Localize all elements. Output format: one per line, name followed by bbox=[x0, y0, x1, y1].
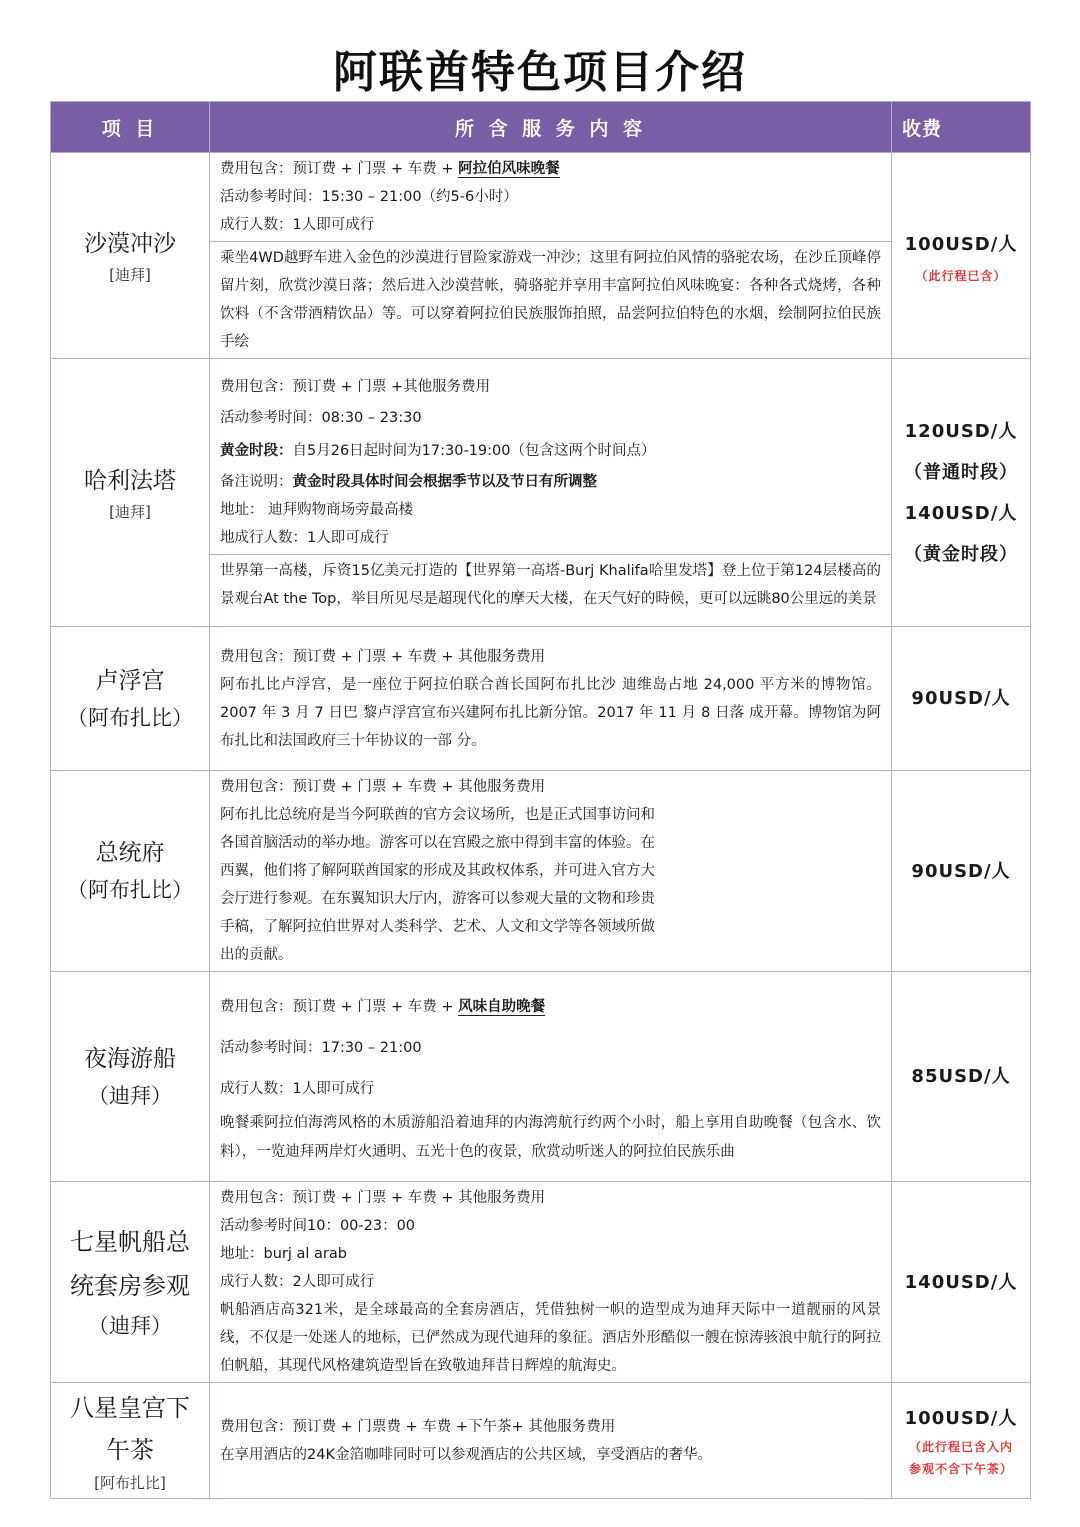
service-info bbox=[210, 985, 891, 1169]
price-period: （普通时段） bbox=[904, 461, 1018, 483]
desc-line: 各国首脑活动的举办地。游客可以在宫殿之旅中得到丰富的体验。在 bbox=[220, 835, 655, 851]
desc-line: 阿布扎比总统府是当今阿联酋的官方会议场所，也是正式国事访问和 bbox=[220, 807, 655, 823]
price-value: 100USD/人 bbox=[904, 1407, 1018, 1429]
price-value: 90USD/人 bbox=[911, 688, 1011, 709]
header-services: 所 含 服 务 内 容 bbox=[210, 102, 892, 153]
item-name: 总统府 bbox=[95, 840, 165, 866]
price-value: 90USD/人 bbox=[911, 860, 1011, 882]
header-project: 项 目 bbox=[51, 102, 210, 153]
item-name-cell bbox=[51, 972, 210, 1182]
address-text: 地址：burj al arab bbox=[220, 1246, 347, 1262]
fee-text: 费用包含：预订费 + 门票 + 车费 + bbox=[220, 998, 459, 1015]
price-note: 参观不含下午茶） bbox=[908, 1461, 1013, 1476]
fee-text: 费用包含：预订费 + 门票 + 车费 + 其他服务费用 bbox=[220, 1190, 546, 1206]
fee-text: 费用包含：预订费 + 门票费 + 车费 +下午茶+ 其他服务费用 bbox=[220, 1418, 616, 1435]
desc-text: 帆船酒店高321米，是全球最高的全套房酒店，凭借独树一帜的造型成为迪拜天际中一道靓丽的风景线，不仅是一处迷人的地标，已俨然成为现代迪拜的象征。酒店外形酷似一艘在惊涛骇浪中航行的阿拉伯帆船，其现代风格建筑造型旨在致敬迪拜昔日辉煌的航海史。 bbox=[220, 1302, 881, 1374]
golden-label: 黄金时段： bbox=[220, 442, 293, 459]
service-cell bbox=[210, 627, 892, 771]
time-text: 活动参考时间：17:30 – 21:00 bbox=[220, 1039, 422, 1056]
item-location: （迪拜） bbox=[88, 1314, 172, 1338]
item-name-cell bbox=[51, 359, 210, 627]
desc-line: 会厅进行参观。在东翼知识大厅内，游客可以参观大量的文物和珍贵 bbox=[220, 891, 655, 907]
desc-line: 出的贡献。 bbox=[220, 947, 293, 963]
fee-highlight: 阿拉伯风味晚餐 bbox=[458, 161, 560, 177]
item-location: （阿布扎比） bbox=[67, 705, 193, 730]
service-info bbox=[210, 641, 891, 757]
item-name: 哈利法塔 bbox=[84, 467, 176, 494]
golden-text: 自5月26日起时间为17:30-19:00（包含这两个时间点） bbox=[292, 442, 656, 459]
item-location: [阿布扎比] bbox=[94, 1473, 166, 1492]
item-name: 七星帆船总统套房参观 bbox=[70, 1228, 190, 1300]
service-cell bbox=[210, 1182, 892, 1383]
people-text: 成行人数：1人即可成行 bbox=[220, 217, 375, 233]
item-name: 卢浮宫 bbox=[95, 667, 165, 694]
price-value: 100USD/人 bbox=[904, 234, 1018, 255]
price-note: （此行程已含） bbox=[915, 269, 1007, 283]
item-name: 沙漠冲沙 bbox=[84, 230, 176, 257]
time-text: 活动参考时间10：00-23：00 bbox=[220, 1218, 416, 1234]
header-price: 收费 bbox=[892, 102, 1031, 153]
price-cell bbox=[892, 153, 1031, 359]
item-name-cell bbox=[51, 153, 210, 359]
item-name: 夜海游船 bbox=[84, 1045, 176, 1072]
fee-text: 费用包含：预订费 + 门票 + 车费 + bbox=[220, 161, 459, 177]
fee-text: 费用包含：预订费 + 门票 + 车费 + 其他服务费用 bbox=[220, 779, 546, 795]
fee-highlight: 风味自助晚餐 bbox=[458, 998, 546, 1015]
price-note: （此行程已含入内 bbox=[908, 1439, 1013, 1454]
remark-text: 黄金时段具体时间会根据季节以及节日有所调整 bbox=[292, 473, 597, 490]
page-title: 阿联酋特色项目介绍 bbox=[333, 47, 747, 98]
service-info bbox=[210, 153, 891, 241]
price-value: 120USD/人 bbox=[904, 420, 1018, 442]
item-location: （阿布扎比） bbox=[67, 878, 193, 902]
service-cell bbox=[210, 359, 892, 627]
desc-text: 乘坐4WD越野车进入金色的沙漠进行冒险家游戏一冲沙；这里有阿拉伯风情的骆驼农场，在沙丘顶峰停留片刻，欣赏沙漠日落；然后进入沙漠营帐，骑骆驼并享用丰富阿拉伯风味晚宴：各种各式烧烤，各种饮料（不含带酒精饮品）等。可以穿着阿拉伯民族服饰拍照，品尝阿拉伯特色的水烟，绘制阿拉伯民族手绘 bbox=[220, 250, 881, 350]
desc-line: 手稿，了解阿拉伯世界对人类科学、艺术、人文和文学等各领域所做 bbox=[220, 919, 655, 935]
table-row bbox=[51, 1383, 1031, 1499]
item-location: （迪拜） bbox=[88, 1083, 172, 1108]
service-info bbox=[210, 1411, 891, 1471]
service-info bbox=[210, 771, 891, 971]
price-cell bbox=[892, 1383, 1031, 1499]
fee-text: 费用包含：预订费 + 门票 +其他服务费用 bbox=[220, 378, 491, 395]
item-name-cell bbox=[51, 1182, 210, 1383]
desc-line: 西翼，他们将了解阿联酋国家的形成及其政权体系，并可进入官方大 bbox=[220, 863, 655, 879]
service-cell bbox=[210, 972, 892, 1182]
desc-text: 世界第一高楼，斥资15亿美元打造的【世界第一高塔-Burj Khalifa哈里发塔】登上位于第124层楼高的景观台At the Top，举目所见尽是超现代化的摩天大楼，在天气好的時候，更可以远眺80公里远的美景 bbox=[220, 562, 881, 607]
fee-text: 费用包含：预订费 + 门票 + 车费 + 其他服务费用 bbox=[220, 648, 546, 665]
price-value: 140USD/人 bbox=[904, 502, 1018, 524]
remark-label: 备注说明： bbox=[220, 473, 293, 490]
item-name-cell bbox=[51, 1383, 210, 1499]
service-desc bbox=[210, 241, 891, 358]
desc-text: 阿布扎比卢浮宫，是一座位于阿拉伯联合酋长国阿布扎比沙 迪维岛占地 24,000 平方米的博物馆。2007 年 3 月 7 日巴 黎卢浮宫宣布兴建阿布扎比新分馆。2017 年 11 月 8 日落 成开幕。博物馆为阿布扎比和法国政府三十年协议的一部 分。 bbox=[220, 676, 881, 749]
table-row bbox=[51, 1182, 1031, 1383]
service-info bbox=[210, 371, 891, 554]
table-header-row bbox=[51, 102, 1031, 153]
service-cell bbox=[210, 771, 892, 972]
people-text: 成行人数：1人即可成行 bbox=[220, 1080, 375, 1097]
price-cell bbox=[892, 972, 1031, 1182]
price-value: 140USD/人 bbox=[904, 1271, 1018, 1293]
address-text: 地址： 迪拜购物商场旁最高楼 bbox=[220, 501, 414, 518]
desc-text: 在享用酒店的24K金箔咖啡同时可以参观酒店的公共区域，享受酒店的奢华。 bbox=[220, 1446, 712, 1463]
service-desc bbox=[210, 554, 891, 615]
item-name-cell bbox=[51, 771, 210, 972]
tour-table bbox=[50, 101, 1031, 1499]
price-cell bbox=[892, 1182, 1031, 1383]
desc-text: 晚餐乘阿拉伯海湾风格的木质游船沿着迪拜的内海湾航行约两个小时，船上享用自助晚餐（包含水、饮料），一览迪拜两岸灯火通明、五光十色的夜景，欣赏动听迷人的阿拉伯民族乐曲 bbox=[220, 1114, 881, 1160]
table-row bbox=[51, 771, 1031, 972]
item-name-cell bbox=[51, 627, 210, 771]
service-cell bbox=[210, 153, 892, 359]
item-name: 八星皇宫下午茶 bbox=[70, 1393, 190, 1464]
item-location: [迪拜] bbox=[109, 502, 151, 521]
price-cell bbox=[892, 627, 1031, 771]
service-cell bbox=[210, 1383, 892, 1499]
price-period: （黄金时段） bbox=[904, 543, 1018, 565]
price-cell bbox=[892, 771, 1031, 972]
price-value: 85USD/人 bbox=[911, 1066, 1011, 1087]
table-row bbox=[51, 359, 1031, 627]
table-row bbox=[51, 627, 1031, 771]
item-location: [迪拜] bbox=[109, 265, 151, 284]
people-text: 地成行人数：1人即可成行 bbox=[220, 529, 389, 546]
time-text: 活动参考时间：15:30 – 21:00（约5-6小时） bbox=[220, 189, 518, 205]
price-cell bbox=[892, 359, 1031, 627]
service-info bbox=[210, 1182, 891, 1382]
table-row bbox=[51, 972, 1031, 1182]
people-text: 成行人数：2人即可成行 bbox=[220, 1274, 375, 1290]
table-row bbox=[51, 153, 1031, 359]
time-text: 活动参考时间：08:30 – 23:30 bbox=[220, 409, 422, 426]
